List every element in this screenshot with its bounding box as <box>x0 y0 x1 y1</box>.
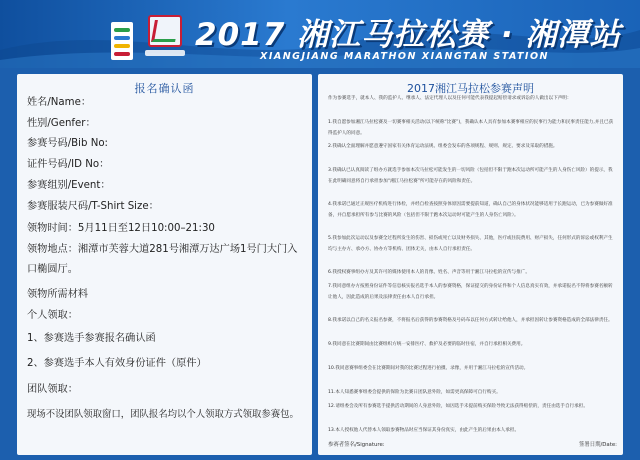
declaration-clause: 13.本人授权他人代替本人领取参赛物品时应当保证其身份真实，由此产生的后果由本人承担。 <box>328 428 520 433</box>
materials-title: 领物所需材料 <box>27 289 89 300</box>
declaration-clause: 4.我承诺已通过正规医疗机构进行体检，并经自检查按照身体原因需要提前知道，确认自己的身体状况能够适用于长跑运动，已为参赛做好准备，并自愿承担所有参与比赛的风险（包括但不限于跑本次运动时可能产生的人身伤亡风险）。 <box>328 202 613 218</box>
confirmation-title: 报名确认函 <box>134 82 195 95</box>
material-item-2: 2、参赛选手本人有效身份证件（原件） <box>27 358 207 369</box>
team-pickup-note: 现场不设团队领取窗口，团队报名均以个人领取方式领取参赛包。 <box>27 409 299 420</box>
declaration-clause: 9.我同意在比赛期间由比赛组织方统一安排医疗、救护及必要的临时住宿，并自行承担相关费用。 <box>328 342 526 347</box>
declaration-panel <box>318 74 623 455</box>
declaration-clause: 11.本人知悉赛事组委会提供的保险为比赛日团队意外险，如需更高保障可自行购买。 <box>328 390 501 395</box>
declaration-intro: 作为参赛选手，就本人、我的监护人、继承人、法定代理人以及任何可能代表我提起赔偿请求或诉讼的人做出以下声明： <box>328 96 572 101</box>
declaration-clause: 3.我确认已认真阅读了组办方就选手参加本次马拉松可能发生的一切风险（包括但不限于跑本次运动所可能产生的人身伤亡风险）的提示，我在此明确同意将自行承担参加“湘江马拉松赛”所可能存在的风险和责任。 <box>328 168 613 184</box>
event-subtitle: XIANGJIANG MARATHON XIANGTAN STATION <box>260 51 549 62</box>
declaration-clause: 10.我同意赛事组委会在比赛期间对我的比赛过程进行拍摄、录像，并用于湘江马拉松的宣传活动。 <box>328 366 529 371</box>
declaration-clause: 2.我确认全面理解并愿意遵守国家有关体育运动法规、组委会发布的各项规程、规则、规定、要求及采取的措施。 <box>328 144 558 149</box>
declaration-clause: 7.我同意组办方按照身份证件等信息核实报名选手本人的参赛资格，保证提交的身份证件和个人信息真实有效，并承诺报名不得将参赛名额转让他人，因此造成的后果及法律责任由本人自行承担。 <box>328 284 613 300</box>
bib-field: 参赛号码/Bib No: <box>27 138 108 149</box>
signature-label: 参赛者签名/Signature: <box>328 442 385 448</box>
gender-field: 性别/Genfer： <box>27 118 96 129</box>
event-field: 参赛组别/Event： <box>27 180 111 191</box>
pickup-time: 领物时间：5月11日至12日10:00–21:30 <box>27 223 215 234</box>
team-pickup-label: 团队领取： <box>27 384 78 395</box>
pickup-place: 领物地点：湘潭市芙蓉大道281号湘潭万达广场1号门大门入口椭圆厅。 <box>27 244 298 275</box>
marathon-logo-icon <box>111 22 133 60</box>
confirmation-letter-panel <box>17 74 312 455</box>
material-item-1: 1、参赛选手参赛报名确认函 <box>27 333 156 344</box>
shirt-size-field: 参赛服装尺码/T-Shirt Size： <box>27 201 159 212</box>
personal-pickup-label: 个人领取： <box>27 310 78 321</box>
date-label: 签署日期/Date: <box>578 442 617 448</box>
declaration-title: 2017湘江马拉松参赛声明 <box>407 82 534 95</box>
xiangtan-station-logo-icon <box>145 12 185 58</box>
declaration-clause: 1.我自愿参加湘江马拉松赛及一切赛事相关活动(以下统称“比赛”)，我确认本人具有参加本赛事相应的民事行为能力和民事责任能力,并且已获得监护人的同意。 <box>328 120 614 136</box>
name-field: 姓名/Name： <box>27 97 92 108</box>
id-field: 证件号码/ID No： <box>27 159 110 170</box>
signature-line <box>328 440 617 448</box>
event-title: 2017 湘江马拉松赛 · 湘潭站 <box>195 17 622 53</box>
declaration-clause: 5.我参加此次运动以及参赛全过程所发生的伤害、损伤或死亡以及财务损失、其他，医疗或住院费用、财产损失，任何形式的诉讼或权利产生均与主办方、承办方、协办方等机构、团体无关，由本人自行承担责任。 <box>328 236 613 252</box>
declaration-clause: 12.请组委会及所有参赛选手提供活动期间的人身意外险，如因选手未提前购买保险导致无法获得赔偿的，责任由选手自行承担。 <box>328 404 588 409</box>
header-banner <box>0 0 640 68</box>
declaration-clause: 8.我承诺以自己的名义报名参赛，不将报名后获得的参赛资格及号码布以任何方式转让给他人，并承担因转让参赛资格造成的全部法律责任。 <box>328 318 613 323</box>
declaration-clause: 6.我授权赛事组办方及其许可的媒体使用本人的肖像、姓名、声音等用于湘江马拉松的宣传与推广。 <box>328 270 530 275</box>
